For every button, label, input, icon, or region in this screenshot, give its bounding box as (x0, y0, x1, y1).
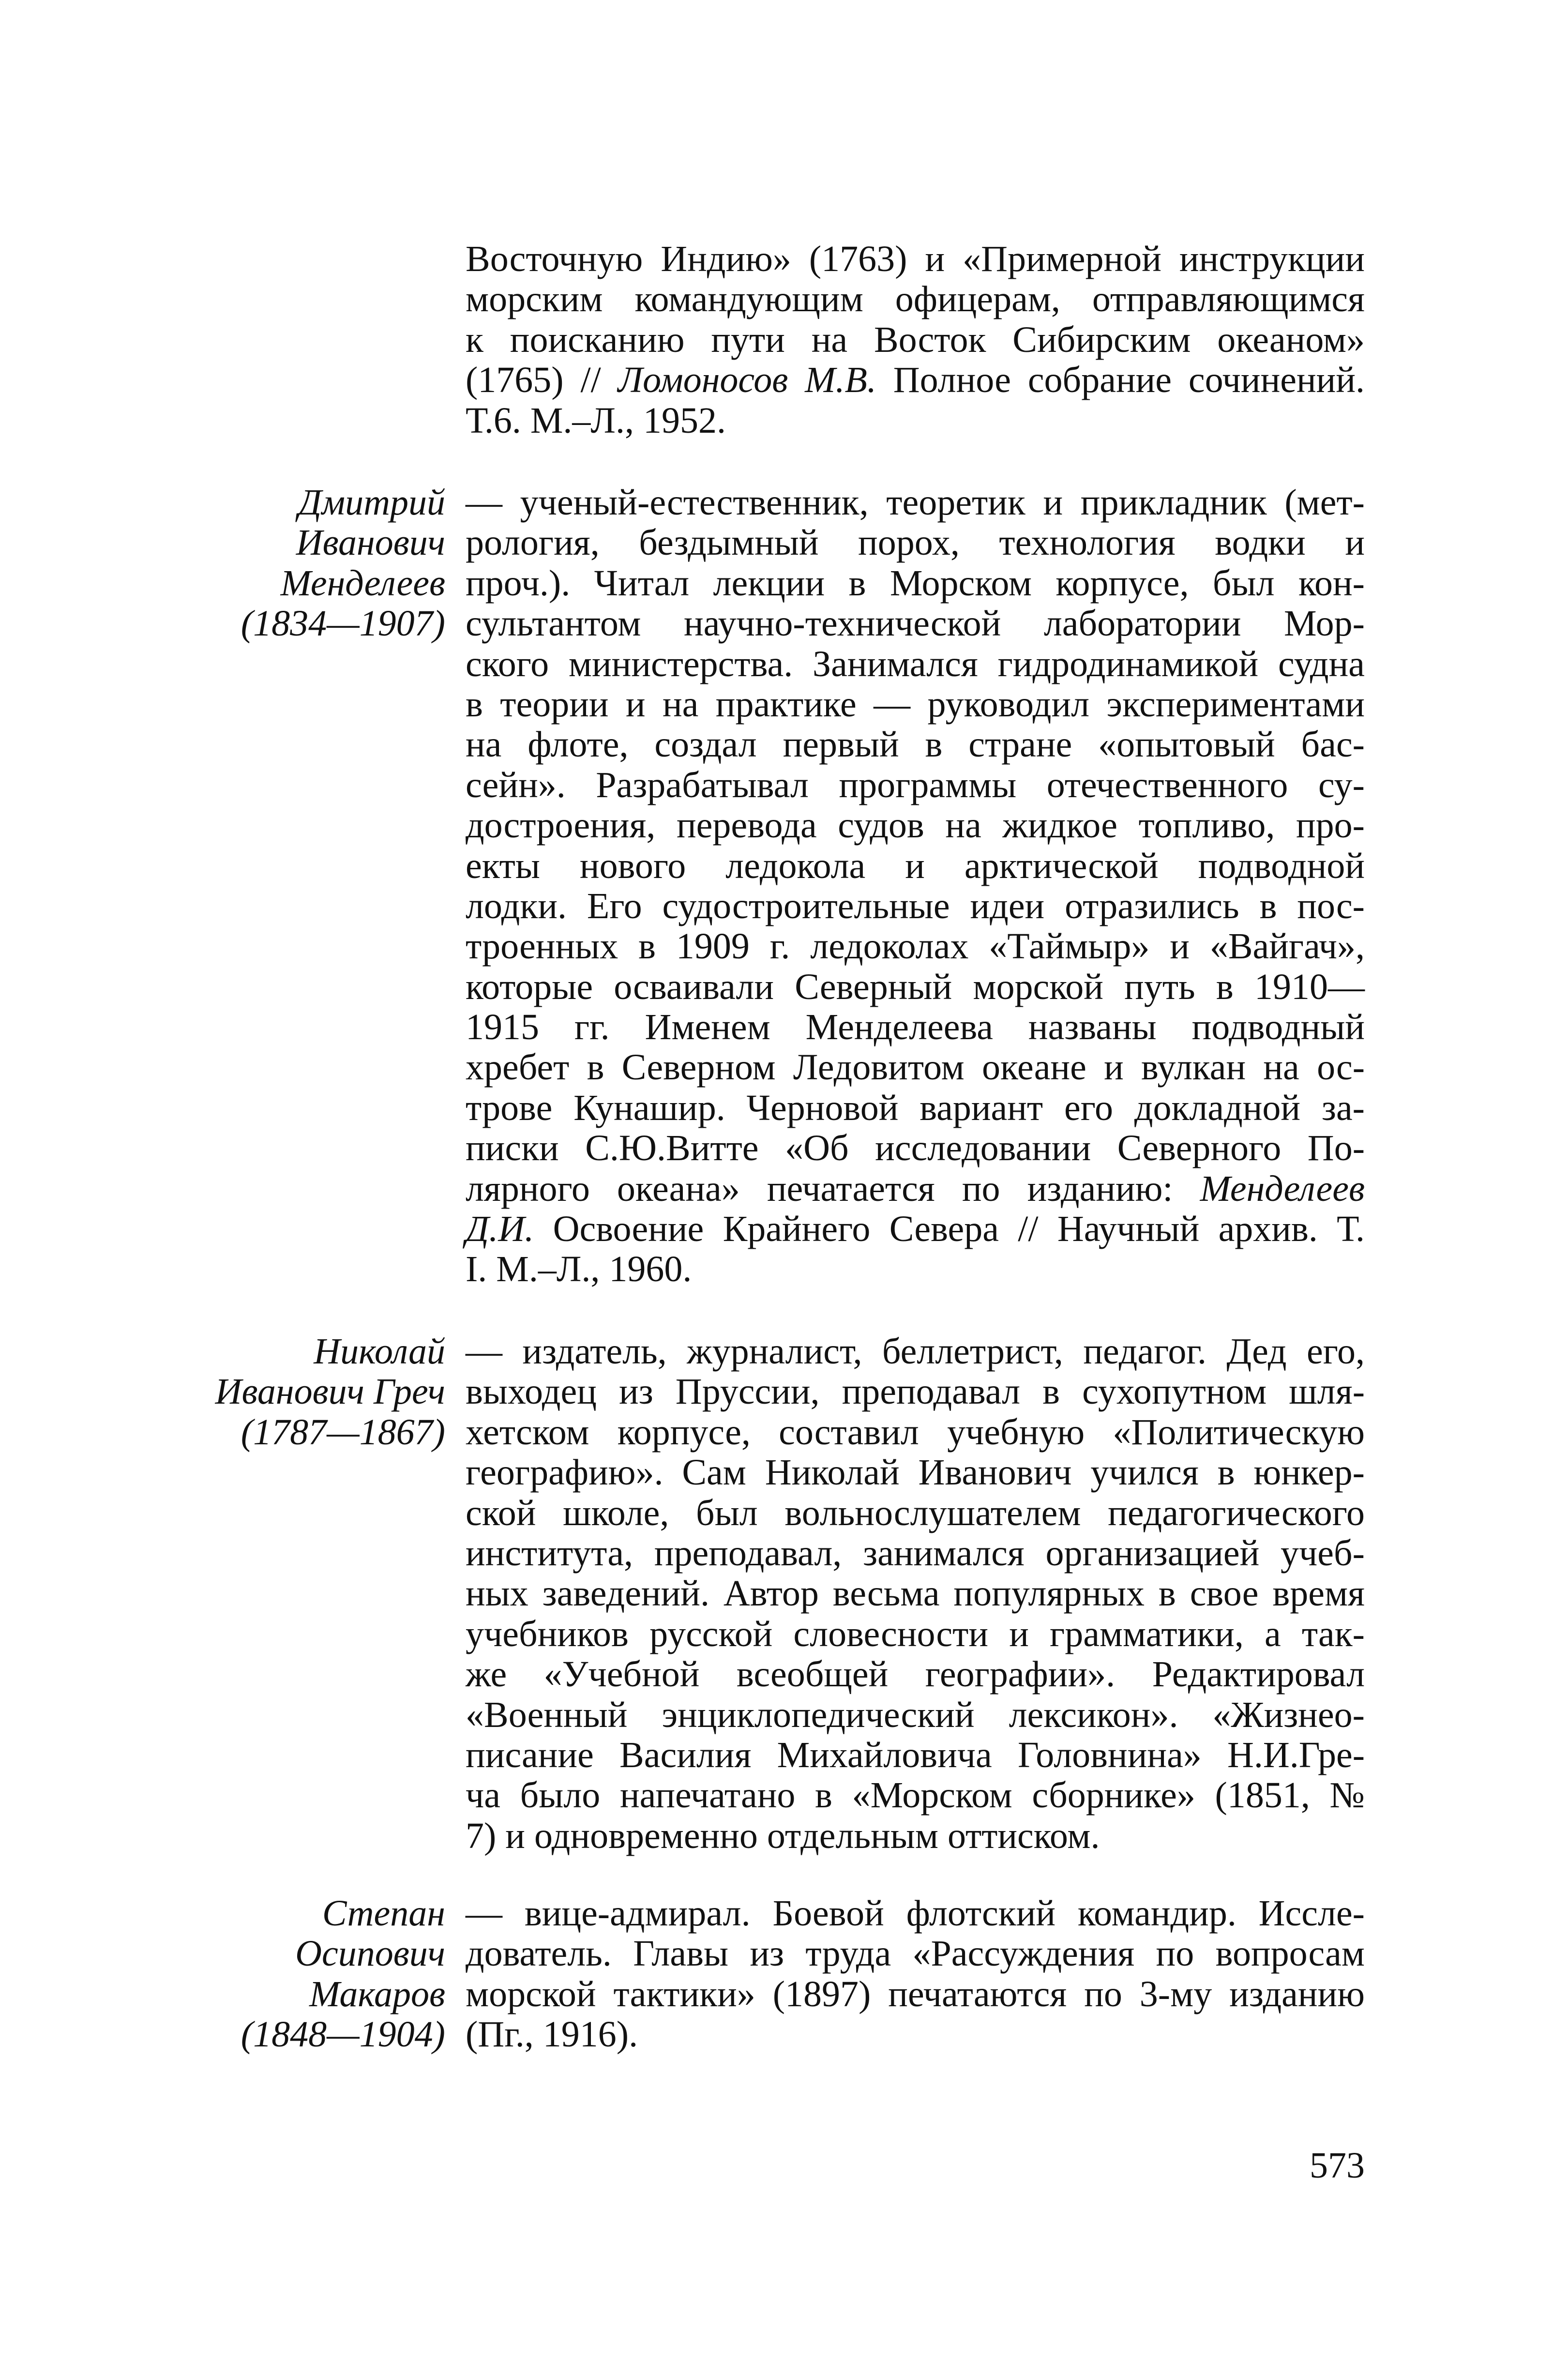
italic-reference: Менделеев (1200, 1168, 1365, 1209)
person-name (106, 1893, 445, 2055)
text-segment: Т.6. М.–Л., 1952. (466, 400, 726, 441)
text-line (466, 1695, 1365, 1735)
text-segment: которые осваивали Северный морской путь в 1910— (466, 966, 1365, 1007)
text-line (466, 1816, 1365, 1856)
text-segment: ского министерства. Занимался гидродинамикой судна (466, 643, 1365, 684)
text-segment: в теории и на практике — руководил экспериментами (466, 683, 1365, 725)
text-line (466, 644, 1365, 684)
person-name-line: Макаров (309, 1973, 445, 2014)
text-line (466, 765, 1365, 805)
text-segment: екты нового ледокола и арктической подводной (466, 845, 1365, 886)
text-segment: выходец из Пруссии, преподавал в сухопутном шля- (466, 1371, 1365, 1412)
text-segment: Полное собрание сочинений. (876, 360, 1365, 401)
text-segment: Восточную Индию» (1763) и «Примерной инструкции (466, 239, 1365, 279)
text-line (466, 279, 1365, 319)
person-name-line: (1787—1867) (241, 1411, 445, 1453)
person-name (106, 483, 445, 644)
text-segment: дователь. Главы из труда «Рассуждения по вопросам (466, 1933, 1365, 1974)
text-segment: проч.). Читал лекции в Морском корпусе, был кон- (466, 562, 1365, 604)
text-segment: хребет в Северном Ледовитом океане и вулкан на ос- (466, 1047, 1365, 1088)
text-line (466, 604, 1365, 644)
entry-text (466, 1893, 1365, 2055)
text-line (466, 483, 1365, 523)
text-line (466, 239, 1365, 279)
text-segment: лярного океана» печатается по изданию: (466, 1168, 1200, 1209)
text-segment: морской тактики» (1897) печатаются по 3-му изданию (466, 1973, 1365, 2014)
entry-text (466, 239, 1365, 441)
text-line (466, 1047, 1365, 1088)
text-line (466, 1974, 1365, 2014)
text-line (466, 1453, 1365, 1493)
entry-text (466, 483, 1365, 1290)
text-segment: учебников русской словесности и грамматики, а так- (466, 1613, 1365, 1654)
page-number: 573 (1310, 2145, 1365, 2186)
text-segment: (1765) // (466, 360, 618, 401)
text-segment: 7) и одновременно отдельным оттиском. (466, 1815, 1100, 1856)
italic-reference: Ломоносов М.В. (618, 360, 876, 401)
text-line (466, 360, 1365, 400)
text-line (466, 1533, 1365, 1574)
text-line (466, 886, 1365, 926)
person-name (106, 1332, 445, 1453)
text-segment: сейн». Разрабатывал программы отечественного су- (466, 764, 1365, 805)
text-segment: троенных в 1909 г. ледоколах «Таймыр» и «Вайгач», (466, 926, 1365, 967)
text-segment: рология, бездымный порох, технология водки и (466, 522, 1365, 563)
person-name-line: Иванович (296, 522, 445, 563)
text-segment: 1915 гг. Именем Менделеева названы подводный (466, 1007, 1365, 1048)
text-line (466, 1775, 1365, 1816)
text-line (466, 1934, 1365, 1974)
text-segment: сультантом научно-технической лаборатории Мор- (466, 603, 1365, 644)
entry-text (466, 1332, 1365, 1856)
text-segment: писки С.Ю.Витте «Об исследовании Северного По- (466, 1128, 1365, 1169)
text-segment: «Военный энциклопедический лексикон». «Жизнео- (466, 1694, 1365, 1735)
text-line (466, 1007, 1365, 1047)
text-line (466, 2014, 1365, 2055)
text-line (466, 1128, 1365, 1168)
text-segment: к поисканию пути на Восток Сибирским океаном» (466, 319, 1365, 360)
text-segment: ных заведений. Автор весьма популярных в свое время (466, 1573, 1365, 1614)
text-segment: географию». Сам Николай Иванович учился в юнкер- (466, 1452, 1365, 1493)
text-line (466, 1169, 1365, 1209)
text-line (466, 725, 1365, 765)
text-line (466, 1332, 1365, 1372)
text-line (466, 1088, 1365, 1128)
text-segment: ча было напечатано в «Морском сборнике» (1851, № (466, 1775, 1365, 1816)
person-name-line: Николай (314, 1331, 445, 1372)
text-segment: же «Учебной всеобщей географии». Редактировал (466, 1654, 1365, 1695)
text-segment: — издатель, журналист, беллетрист, педагог. Дед его, (466, 1331, 1365, 1372)
person-name-line: Иванович Греч (215, 1371, 445, 1412)
text-line (466, 1412, 1365, 1453)
text-segment: трове Кунашир. Черновой вариант его докладной за- (466, 1087, 1365, 1128)
text-segment: морским командующим офицерам, отправляющимся (466, 279, 1365, 320)
text-line (466, 320, 1365, 360)
person-name-line: Дмитрий (298, 482, 445, 523)
text-line (466, 1372, 1365, 1412)
person-name-line: Осипович (295, 1933, 445, 1974)
text-segment: I. М.–Л., 1960. (466, 1249, 692, 1290)
text-segment: лодки. Его судостроительные идеи отразились в пос- (466, 885, 1365, 926)
text-line (466, 1249, 1365, 1289)
text-line (466, 926, 1365, 967)
text-segment: — ученый-естественник, теоретик и прикладник (мет- (466, 482, 1365, 523)
text-line (466, 1209, 1365, 1249)
text-line (466, 1574, 1365, 1614)
text-line (466, 805, 1365, 846)
italic-reference: Д.И. (466, 1209, 534, 1250)
text-line (466, 684, 1365, 725)
text-segment: писание Василия Михайловича Головнина» Н.И.Гре- (466, 1734, 1365, 1775)
text-line (466, 1654, 1365, 1695)
text-segment: (Пг., 1916). (466, 2014, 638, 2055)
text-segment: на флоте, создал первый в стране «опытовый бас- (466, 724, 1365, 765)
person-name-line: Степан (322, 1893, 445, 1934)
person-name-line: Менделеев (280, 562, 445, 604)
text-line (466, 967, 1365, 1007)
text-segment: ской школе, был вольнослушателем педагогического (466, 1492, 1365, 1533)
person-name-line: (1834—1907) (241, 603, 445, 644)
text-line (466, 523, 1365, 563)
text-segment: достроения, перевода судов на жидкое топливо, про- (466, 805, 1365, 846)
text-segment: Освоение Крайнего Севера // Научный архив. Т. (534, 1209, 1365, 1250)
text-segment: хетском корпусе, составил учебную «Политическую (466, 1411, 1365, 1453)
text-segment: института, преподавал, занимался организацией учеб- (466, 1532, 1365, 1574)
text-line (466, 1493, 1365, 1533)
text-line (466, 1614, 1365, 1654)
text-line (466, 1893, 1365, 1934)
text-segment: — вице-адмирал. Боевой флотский командир. Иссле- (466, 1893, 1365, 1934)
text-line (466, 1735, 1365, 1775)
text-line (466, 401, 1365, 441)
person-name-line: (1848—1904) (241, 2014, 445, 2055)
text-line (466, 846, 1365, 886)
text-line (466, 563, 1365, 604)
